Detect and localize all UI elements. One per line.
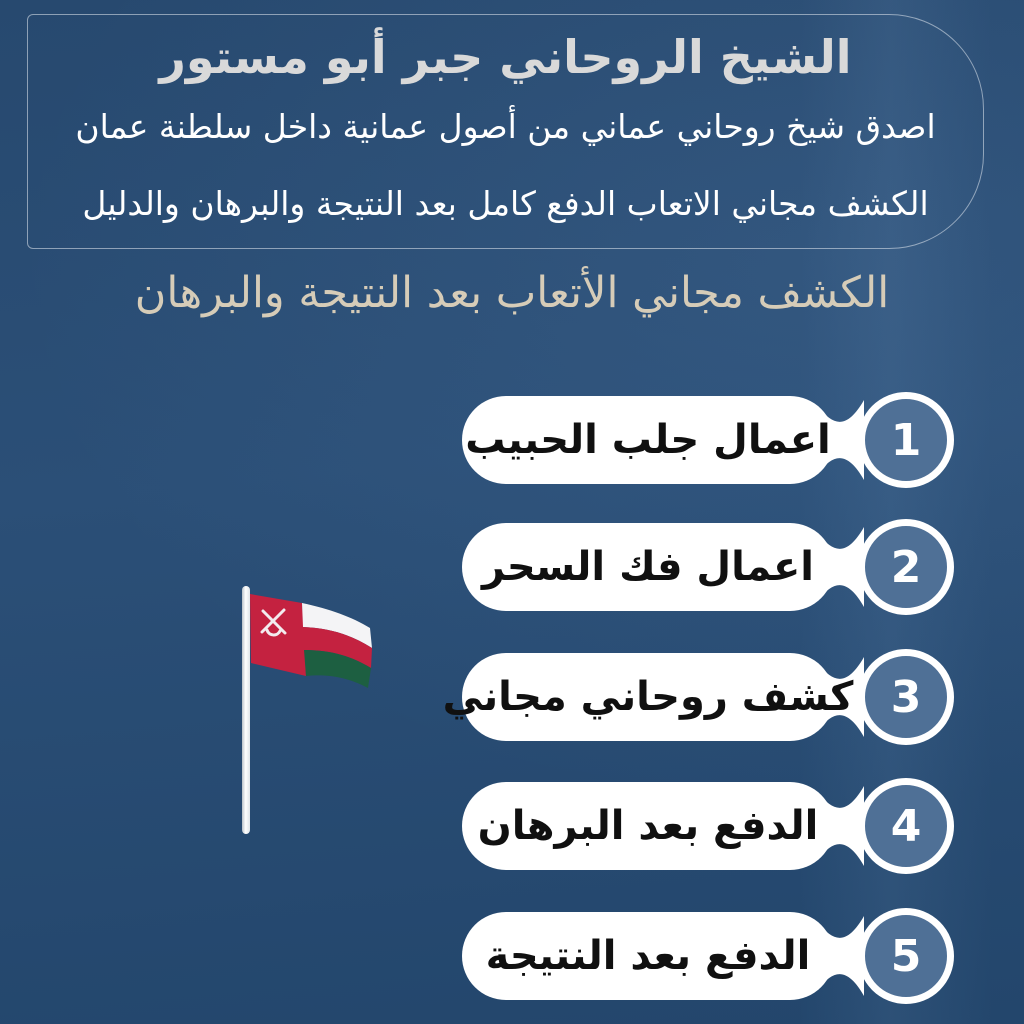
service-number: 5 [890, 930, 922, 982]
service-number: 4 [890, 800, 922, 852]
service-number-badge [858, 649, 954, 745]
flag-pole [242, 586, 250, 834]
service-label: اعمال جلب الحبيب [465, 417, 831, 463]
service-label: كشف روحاني مجاني [442, 674, 854, 720]
service-item [462, 908, 954, 1004]
service-item [462, 392, 954, 488]
service-label: اعمال فك السحر [482, 544, 815, 590]
service-number-badge [858, 392, 954, 488]
service-label-pill [462, 912, 834, 1000]
header-subtitle-line-1: اصدق شيخ روحاني عماني من أصول عمانية داخل سلطنة عمان [75, 107, 936, 146]
service-label-pill [462, 396, 834, 484]
service-item [442, 649, 954, 745]
service-number: 2 [890, 541, 922, 593]
page-title: الشيخ الروحاني جبر أبو مستور [159, 30, 852, 84]
service-number-badge [858, 519, 954, 615]
service-label-pill [442, 653, 854, 741]
oman-flag-image [218, 578, 393, 840]
header-subtitle-line-2: الكشف مجاني الاتعاب الدفع كامل بعد النتيجة والبرهان والدليل [82, 184, 929, 223]
service-label: الدفع بعد النتيجة [485, 933, 811, 979]
service-number-badge [858, 778, 954, 874]
highlight-heading: الكشف مجاني الأتعاب بعد النتيجة والبرهان [134, 268, 890, 318]
service-item [462, 519, 954, 615]
service-item [462, 778, 954, 874]
service-label: الدفع بعد البرهان [477, 803, 819, 849]
service-number: 3 [890, 671, 922, 723]
oman-flag-icon [218, 578, 393, 840]
service-number-badge [858, 908, 954, 1004]
service-label-pill [462, 523, 834, 611]
service-number: 1 [890, 414, 922, 466]
header-card [27, 14, 984, 249]
service-label-pill [462, 782, 834, 870]
